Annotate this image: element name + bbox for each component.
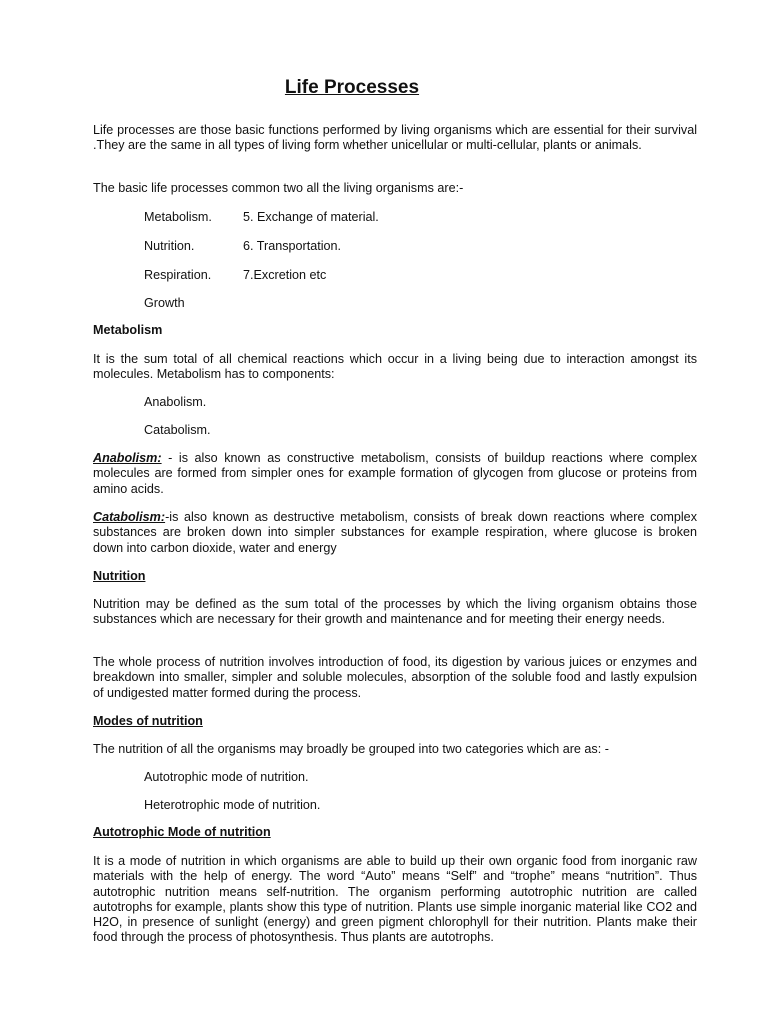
anabolism-text: - is also known as constructive metabolism, consists of buildup reactions where complex molecules are formed from simpler ones for example formation of glycogen from glucose or proteins from amino acids. [93, 451, 697, 496]
page-title: Life Processes [284, 77, 420, 98]
process-right: 7.Excretion etc [243, 268, 327, 282]
modes-item-heterotrophic: Heterotrophic mode of nutrition. [144, 798, 321, 812]
modes-item-autotrophic: Autotrophic mode of nutrition. [144, 770, 309, 784]
process-row [144, 268, 327, 283]
catabolism-term: Catabolism: [93, 510, 166, 524]
nutrition-paragraph-2: The whole process of nutrition involves introduction of food, its digestion by various juices or enzymes and breakdown into smaller, simpler and soluble molecules, absorption of the soluble food and lastly expulsion of undigested matter formed during the process. [93, 655, 697, 700]
modes-paragraph: The nutrition of all the organisms may broadly be grouped into two categories which are as: - [93, 742, 609, 756]
nutrition-paragraph-1: Nutrition may be defined as the sum total of the processes by which the living organism obtains those substances which are necessary for their growth and maintenance and for meeting their energy needs. [93, 597, 697, 627]
metabolism-item-anabolism: Anabolism. [144, 395, 207, 409]
catabolism-text: -is also known as destructive metabolism, consists of break down reactions where complex substances are broken down into simpler substances for example respiration, where glucose is broken down into carbon dioxide, water and energy [93, 510, 697, 555]
metabolism-item-catabolism: Catabolism. [144, 423, 211, 437]
process-left: Growth [144, 296, 185, 310]
metabolism-paragraph: It is the sum total of all chemical reactions which occur in a living being due to interaction amongst its molecules. Metabolism has to components: [93, 352, 697, 382]
intro-paragraph: Life processes are those basic functions performed by living organisms which are essential for their survival .They are the same in all types of living form whether unicellular or multi-cellular, plants or animals. [93, 123, 697, 153]
autotrophic-heading: Autotrophic Mode of nutrition [93, 825, 271, 839]
process-row [144, 296, 185, 311]
process-right: 6. Transportation. [243, 239, 342, 253]
basic-processes-intro: The basic life processes common two all the living organisms are:- [93, 181, 464, 195]
process-left: Respiration. [144, 268, 212, 282]
process-row [144, 210, 379, 225]
nutrition-heading: Nutrition [93, 569, 146, 583]
catabolism-paragraph [93, 510, 697, 556]
process-left: Nutrition. [144, 239, 195, 253]
anabolism-paragraph [93, 451, 697, 497]
process-left: Metabolism. [144, 210, 212, 224]
modes-heading: Modes of nutrition [93, 714, 203, 728]
anabolism-term: Anabolism: [93, 451, 162, 465]
metabolism-heading: Metabolism [93, 323, 163, 337]
process-right: 5. Exchange of material. [243, 210, 379, 224]
autotrophic-paragraph: It is a mode of nutrition in which organisms are able to build up their own organic food from inorganic raw materials with the help of energy. The word “Auto” means “Self” and “trophe” means “nutrition”. Thus autotrophic nutrition means self-nutrition. The organism performing autotrophic nutrition are called autotrophs for example, plants show this type of nutrition. Plants use simple inorganic material like CO2 and H2O, in presence of sunlight (energy) and green pigment chlorophyll for their nutrition. Plants make their food through the process of photosynthesis. Thus plants are autotrophs. [93, 854, 697, 945]
process-row [144, 239, 342, 254]
